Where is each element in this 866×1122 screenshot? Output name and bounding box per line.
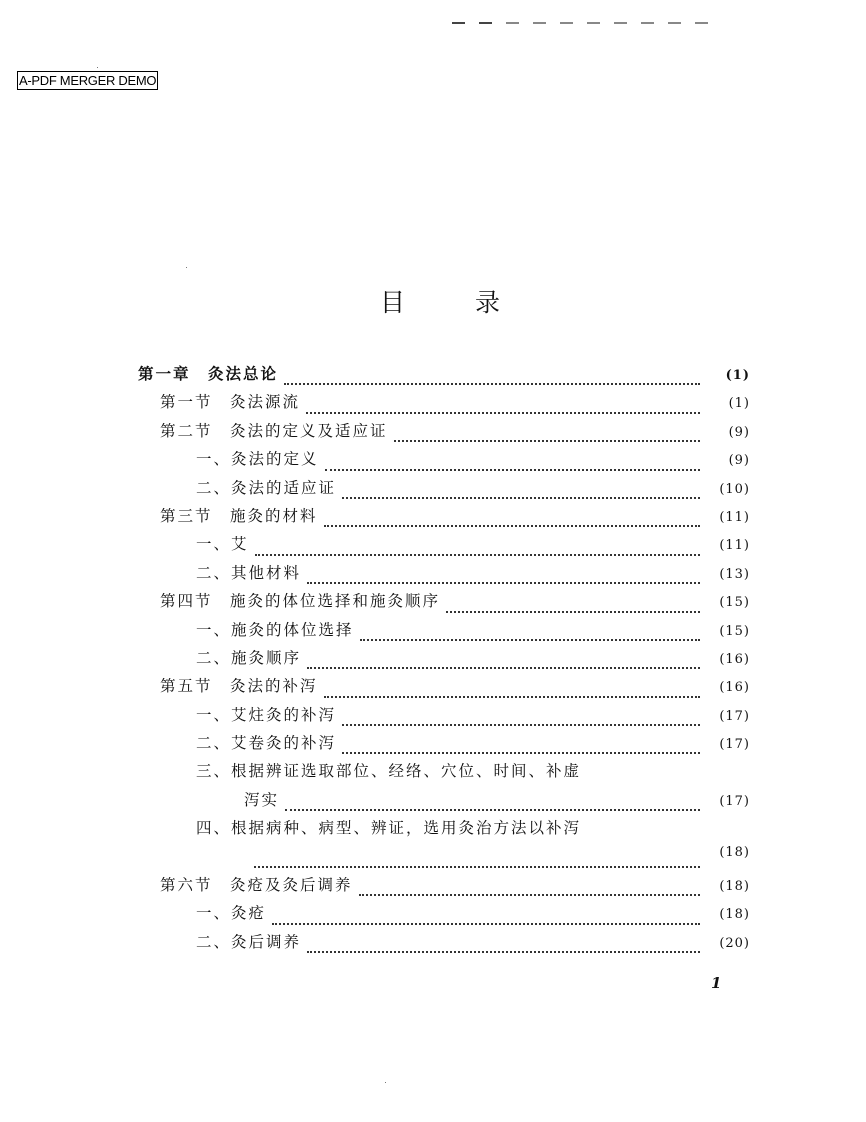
toc-entry	[138, 390, 750, 418]
dash	[587, 22, 600, 24]
dash	[614, 22, 627, 24]
dot-leader	[285, 808, 700, 811]
header-dash-rule	[452, 22, 708, 24]
scan-speck	[186, 267, 187, 268]
scan-speck	[385, 1082, 386, 1083]
toc-entry	[138, 703, 750, 731]
dot-leader	[394, 439, 700, 442]
toc-entry-label: 二、灸法的适应证	[196, 478, 337, 497]
toc-entry-page: (18)	[719, 907, 750, 923]
scan-speck	[97, 67, 98, 68]
toc-entry-page: (9)	[728, 424, 750, 440]
page-number: 1	[711, 974, 722, 992]
watermark-label: A-PDF MERGER DEMO	[19, 73, 157, 88]
toc-entry	[138, 731, 750, 759]
toc-entry-page: (16)	[719, 651, 750, 667]
dot-leader	[342, 751, 700, 754]
toc-entry-page: (17)	[719, 793, 750, 809]
toc-entry-page: (11)	[719, 509, 750, 525]
title-char: 录	[475, 288, 571, 317]
toc-entry-page: (11)	[719, 538, 750, 554]
toc-entry-label: 一、艾	[196, 535, 249, 554]
dot-leader	[324, 695, 700, 698]
toc-entry-label: 第六节 灸疮及灸后调养	[160, 876, 353, 895]
dot-leader	[284, 382, 700, 385]
dot-leader	[307, 666, 700, 669]
toc-entry-label: 第一节 灸法源流	[160, 393, 301, 412]
toc-entry	[138, 589, 750, 617]
toc-entry-label: 第二节 灸法的定义及适应证	[160, 421, 388, 440]
toc-entry-page: (17)	[719, 737, 750, 753]
toc-entry-label: 四、根据病种、病型、辨证，选用灸治方法以补泻	[196, 819, 582, 838]
dot-leader	[446, 610, 700, 613]
toc-entry-page: (17)	[719, 708, 750, 724]
toc-entry-label: 泻实	[244, 790, 280, 809]
toc-entry	[138, 618, 750, 646]
toc-entry-label: 二、灸后调养	[196, 932, 302, 951]
dash	[452, 22, 465, 24]
toc-entry-page: (9)	[728, 453, 750, 469]
toc-entry	[138, 532, 750, 560]
toc-entry-label: 二、其他材料	[196, 563, 302, 582]
toc-entry	[138, 561, 750, 589]
dot-leader	[306, 411, 700, 414]
dot-leader	[272, 922, 700, 925]
toc-entry-page: (1)	[725, 368, 750, 383]
table-of-contents	[138, 362, 750, 958]
toc-entry	[138, 873, 750, 901]
toc-entry	[138, 901, 750, 929]
dot-leader	[307, 581, 700, 584]
toc-entry	[138, 816, 750, 844]
toc-entry	[138, 930, 750, 958]
toc-entry-page: (18)	[719, 879, 750, 895]
toc-entry-label: 第三节 施灸的材料	[160, 506, 318, 525]
toc-entry-page: (13)	[719, 566, 750, 582]
toc-entry-page: (10)	[719, 481, 750, 497]
toc-entry	[138, 362, 750, 390]
toc-entry-page: (20)	[719, 935, 750, 951]
page-title	[380, 283, 570, 319]
toc-entry-label: 第四节 施灸的体位选择和施灸顺序	[160, 592, 441, 611]
dot-leader	[359, 893, 700, 896]
toc-entry-label: 二、施灸顺序	[196, 648, 302, 667]
toc-entry	[138, 845, 750, 873]
dash	[641, 22, 654, 24]
dot-leader	[342, 496, 700, 499]
toc-entry-page: (15)	[719, 623, 750, 639]
toc-entry-label: 一、施灸的体位选择	[196, 620, 354, 639]
toc-entry-label: 第一章 灸法总论	[138, 364, 279, 383]
dot-leader	[360, 638, 700, 641]
toc-entry	[138, 646, 750, 674]
toc-entry-label: 第五节 灸法的补泻	[160, 677, 318, 696]
dot-leader	[255, 553, 700, 556]
toc-entry	[138, 419, 750, 447]
toc-entry-label: 一、灸法的定义	[196, 450, 319, 469]
dot-leader	[325, 468, 700, 471]
toc-entry-page: (15)	[719, 595, 750, 611]
dash	[560, 22, 573, 24]
dash	[479, 22, 492, 24]
dash	[695, 22, 708, 24]
dot-leader	[307, 950, 700, 953]
toc-entry-label: 一、艾炷灸的补泻	[196, 705, 337, 724]
dash	[533, 22, 546, 24]
toc-entry	[138, 447, 750, 475]
toc-entry-label: 一、灸疮	[196, 904, 267, 923]
toc-entry	[138, 788, 750, 816]
toc-entry-page: (18)	[719, 844, 750, 860]
dot-leader	[254, 865, 700, 868]
dash	[668, 22, 681, 24]
dot-leader	[324, 524, 700, 527]
toc-entry	[138, 476, 750, 504]
toc-entry-page: (1)	[728, 396, 750, 412]
toc-entry-label: 二、艾卷灸的补泻	[196, 734, 337, 753]
toc-entry	[138, 759, 750, 787]
toc-entry-page: (16)	[719, 680, 750, 696]
title-char: 目	[380, 288, 476, 317]
toc-entry	[138, 504, 750, 532]
dot-leader	[342, 723, 700, 726]
toc-entry	[138, 674, 750, 702]
toc-entry-label: 三、根据辨证选取部位、经络、穴位、时间、补虚	[196, 762, 582, 781]
dash	[506, 22, 519, 24]
